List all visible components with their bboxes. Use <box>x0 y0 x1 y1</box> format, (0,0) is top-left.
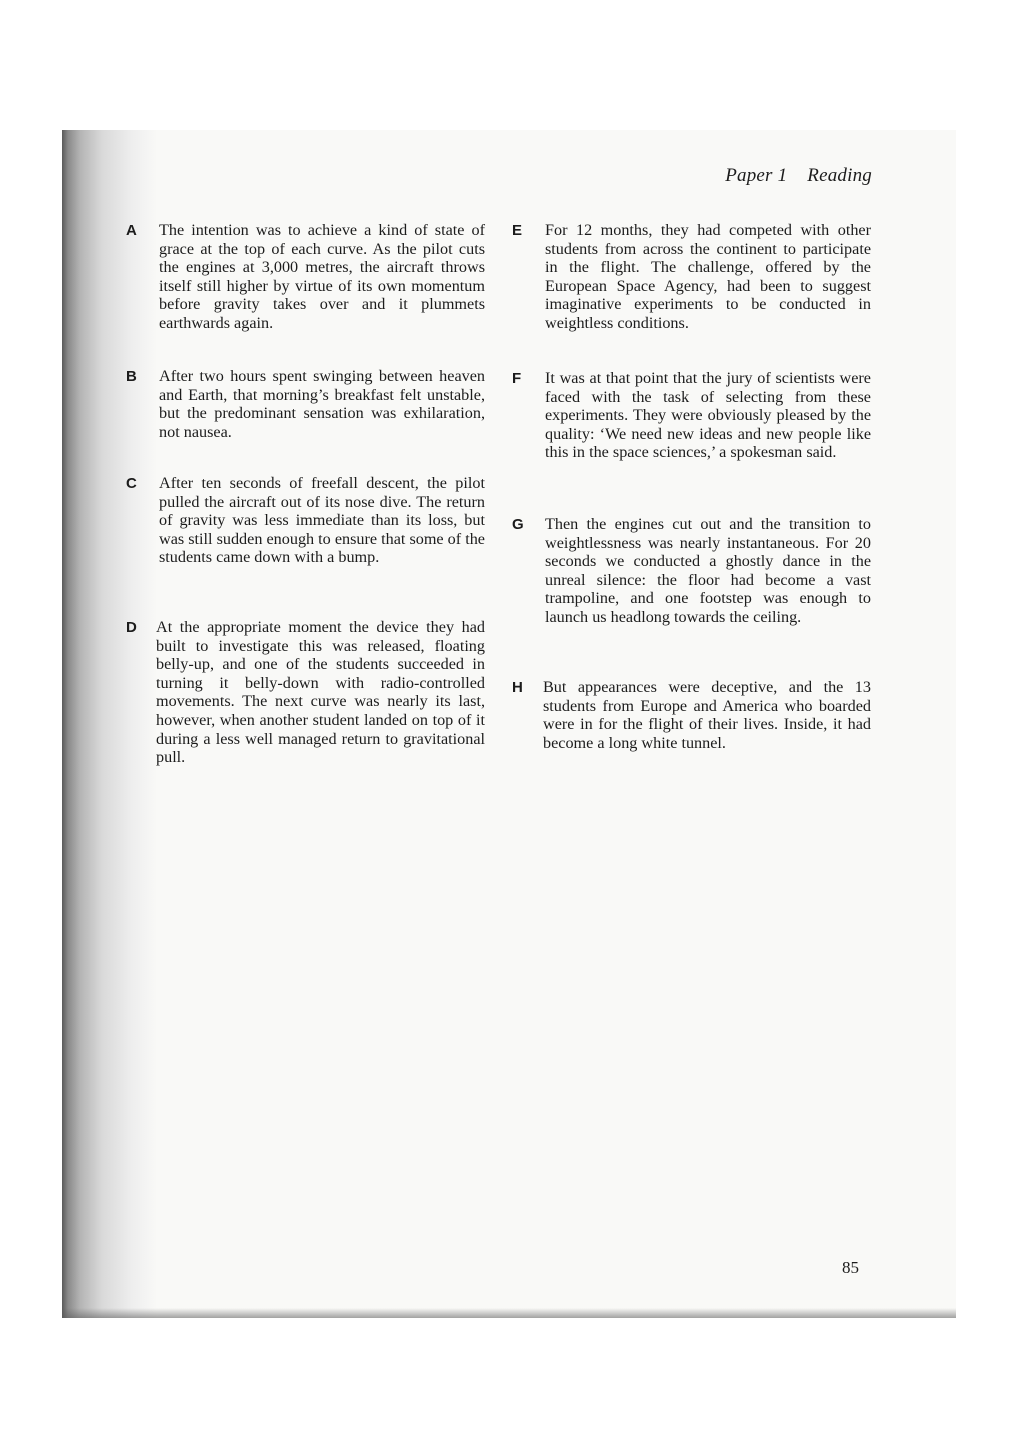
paragraph-text: After ten seconds of freefall descent, the pilot pulled the aircraft out of its nose dive. The return of gravity was less immediate than its loss, but was still sudden enough to ensure that some of the students came down with a bump. <box>159 474 485 567</box>
paragraph-letter: C <box>126 475 137 492</box>
paragraph-text: At the appropriate moment the device they had built to investigate this was released, floating belly-up, and one of the students succeeded in turning it belly-down with radio-controlled movements. The next curve was nearly its last, however, when another student landed on top of it during a less well managed return to gravitational pull. <box>156 618 485 767</box>
paragraph-text: For 12 months, they had competed with other students from across the continent to participate in the flight. The challenge, offered by the European Space Agency, had been to suggest imaginative experiments to be conducted in weightless conditions. <box>545 221 871 332</box>
paragraph-text: Then the engines cut out and the transition to weightlessness was nearly instantaneous. For 20 seconds we conducted a ghostly dance in the unreal silence: the floor had become a vast trampoline, and one footstep was enough to launch us headlong towards the ceiling. <box>545 515 871 626</box>
running-header <box>725 165 872 187</box>
paragraph-text: It was at that point that the jury of scientists were faced with the task of selecting from these experiments. They were obviously pleased by the quality: ‘We need new ideas and new people like this in the space sciences,’ a spokesman said. <box>545 369 871 462</box>
paragraph-letter: F <box>512 370 522 387</box>
page-number: 85 <box>842 1258 859 1277</box>
page-bottom-edge <box>62 1308 956 1318</box>
paragraph-letter: G <box>512 516 524 533</box>
paragraph-text: But appearances were deceptive, and the 13 students from Europe and America who boarded were in for the flight of their lives. Inside, it had become a long white tunnel. <box>543 678 871 752</box>
paragraph-letter: A <box>126 222 137 239</box>
header-paper: Paper 1 <box>725 165 788 186</box>
paragraph-text: The intention was to achieve a kind of state of grace at the top of each curve. As the pilot cuts the engines at 3,000 metres, the aircraft throws itself still higher by virtue of its own momentum before gravity takes over and it plummets earthwards again. <box>159 221 485 332</box>
paragraph-letter: H <box>512 679 523 696</box>
paragraph-letter: E <box>512 222 523 239</box>
paragraph-letter: B <box>126 368 137 385</box>
header-section: Reading <box>807 165 872 186</box>
paragraph-text: After two hours spent swinging between heaven and Earth, that morning’s breakfast felt unstable, but the predominant sensation was exhilaration, not nausea. <box>159 367 485 441</box>
paragraph-letter: D <box>126 619 137 636</box>
book-spine-shadow <box>62 130 157 1318</box>
